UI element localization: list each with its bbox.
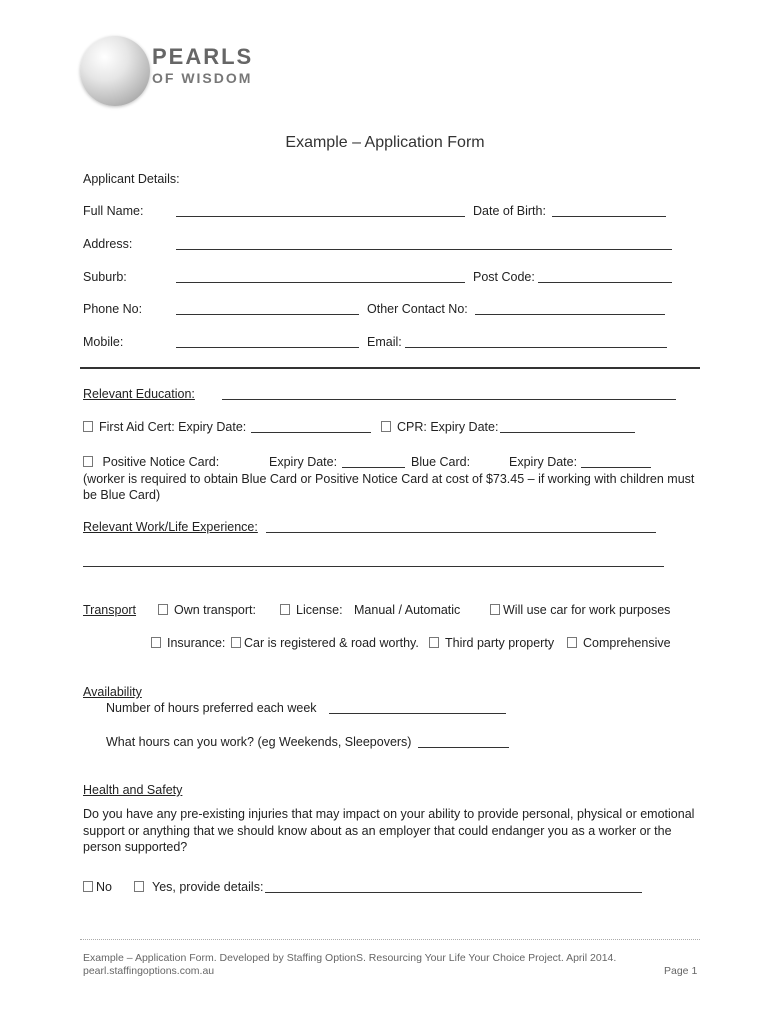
no-row xyxy=(83,880,112,894)
experience-field-2[interactable] xyxy=(83,566,664,567)
first-aid-label: First Aid Cert: Expiry Date: xyxy=(99,420,247,434)
logo-text-main: PEARLS xyxy=(152,44,254,69)
availability-heading: Availability xyxy=(83,685,142,699)
pearl-logo-icon xyxy=(80,36,150,106)
full-name-label: Full Name: xyxy=(83,204,144,218)
manual-automatic-label: Manual / Automatic xyxy=(354,603,461,617)
mobile-field[interactable] xyxy=(176,347,359,348)
footer-text: Example – Application Form. Developed by Staffing OptionS. Resourcing Your Life Your Choice Project. April 2014. xyxy=(83,952,617,964)
page-title: Example – Application Form xyxy=(285,134,485,151)
dob-field[interactable] xyxy=(552,216,666,217)
third-party-row xyxy=(429,636,554,650)
comprehensive-row xyxy=(567,636,671,650)
education-field[interactable] xyxy=(222,399,676,400)
logo xyxy=(80,36,255,106)
will-use-car-row xyxy=(490,603,670,617)
license-label: License: xyxy=(296,603,343,617)
section-divider xyxy=(80,367,700,369)
education-heading: Relevant Education: xyxy=(83,387,195,401)
comprehensive-label: Comprehensive xyxy=(583,636,671,650)
full-name-field[interactable] xyxy=(176,216,465,217)
insurance-label: Insurance: xyxy=(167,636,226,650)
first-aid-expiry-field[interactable] xyxy=(251,432,371,433)
health-heading: Health and Safety xyxy=(83,783,183,797)
experience-heading: Relevant Work/Life Experience: xyxy=(83,520,258,534)
hours-when-field[interactable] xyxy=(418,747,509,748)
blue-card-label: Blue Card: xyxy=(411,455,471,469)
yes-label: Yes, provide details: xyxy=(152,880,264,894)
comprehensive-checkbox[interactable] xyxy=(567,637,577,648)
transport-heading: Transport xyxy=(83,603,137,617)
card-requirement-note: (worker is required to obtain Blue Card or Positive Notice Card at cost of $73.45 – if working with children must be Blue Card) xyxy=(83,472,695,502)
positive-notice-label: Positive Notice Card: xyxy=(102,455,220,469)
will-use-car-checkbox[interactable] xyxy=(490,604,500,615)
insurance-row xyxy=(151,636,225,650)
mobile-label: Mobile: xyxy=(83,335,124,349)
third-party-checkbox[interactable] xyxy=(429,637,439,648)
third-party-label: Third party property xyxy=(445,636,555,650)
insurance-checkbox[interactable] xyxy=(151,637,161,648)
positive-notice-checkbox[interactable] xyxy=(83,456,93,467)
page-number: Page 1 xyxy=(664,965,698,977)
yes-row xyxy=(134,880,263,894)
cpr-expiry-field[interactable] xyxy=(500,432,635,433)
no-label: No xyxy=(96,880,112,894)
email-field[interactable] xyxy=(405,347,667,348)
license-row xyxy=(280,603,343,617)
post-code-field[interactable] xyxy=(538,282,672,283)
cpr-label: CPR: Expiry Date: xyxy=(397,420,499,434)
phone-label: Phone No: xyxy=(83,302,143,316)
experience-field-1[interactable] xyxy=(266,532,656,533)
health-question: Do you have any pre-existing injuries that may impact on your ability to provide personal, physical or emotional support or anything that we should know about as an employer that could endanger you as a worker or the person supported? xyxy=(83,807,695,854)
hours-preferred-field[interactable] xyxy=(329,713,506,714)
other-contact-field[interactable] xyxy=(475,314,665,315)
no-checkbox[interactable] xyxy=(83,881,93,892)
registered-checkbox[interactable] xyxy=(231,637,241,648)
positive-notice-expiry-field[interactable] xyxy=(342,467,405,468)
yes-details-field[interactable] xyxy=(265,892,642,893)
first-aid-checkbox[interactable] xyxy=(83,421,93,432)
first-aid-row xyxy=(83,420,246,434)
address-label: Address: xyxy=(83,237,133,251)
other-contact-label: Other Contact No: xyxy=(367,302,468,316)
positive-notice-expiry-label: Expiry Date: xyxy=(269,455,338,469)
phone-field[interactable] xyxy=(176,314,359,315)
own-transport-label: Own transport: xyxy=(174,603,256,617)
applicant-heading: Applicant Details: xyxy=(83,172,180,186)
suburb-field[interactable] xyxy=(176,282,465,283)
own-transport-checkbox[interactable] xyxy=(158,604,168,615)
post-code-label: Post Code: xyxy=(473,270,535,284)
hours-when-label: What hours can you work? (eg Weekends, Sleepovers) xyxy=(106,735,412,749)
license-checkbox[interactable] xyxy=(280,604,290,615)
registered-row xyxy=(231,636,419,650)
cpr-row xyxy=(381,420,498,434)
footer-rule xyxy=(80,939,700,940)
address-field[interactable] xyxy=(176,249,672,250)
will-use-car-label: Will use car for work purposes xyxy=(503,603,671,617)
email-label: Email: xyxy=(367,335,402,349)
hours-preferred-label: Number of hours preferred each week xyxy=(106,701,317,715)
cpr-checkbox[interactable] xyxy=(381,421,391,432)
footer-url: pearl.staffingoptions.com.au xyxy=(83,965,215,977)
blue-card-expiry-label: Expiry Date: xyxy=(509,455,578,469)
dob-label: Date of Birth: xyxy=(473,204,546,218)
yes-checkbox[interactable] xyxy=(134,881,144,892)
suburb-label: Suburb: xyxy=(83,270,127,284)
blue-card-expiry-field[interactable] xyxy=(581,467,651,468)
registered-label: Car is registered & road worthy. xyxy=(244,636,419,650)
logo-text-sub: OF WISDOM xyxy=(152,70,253,86)
positive-notice-row xyxy=(83,455,219,469)
own-transport-row xyxy=(158,603,256,617)
